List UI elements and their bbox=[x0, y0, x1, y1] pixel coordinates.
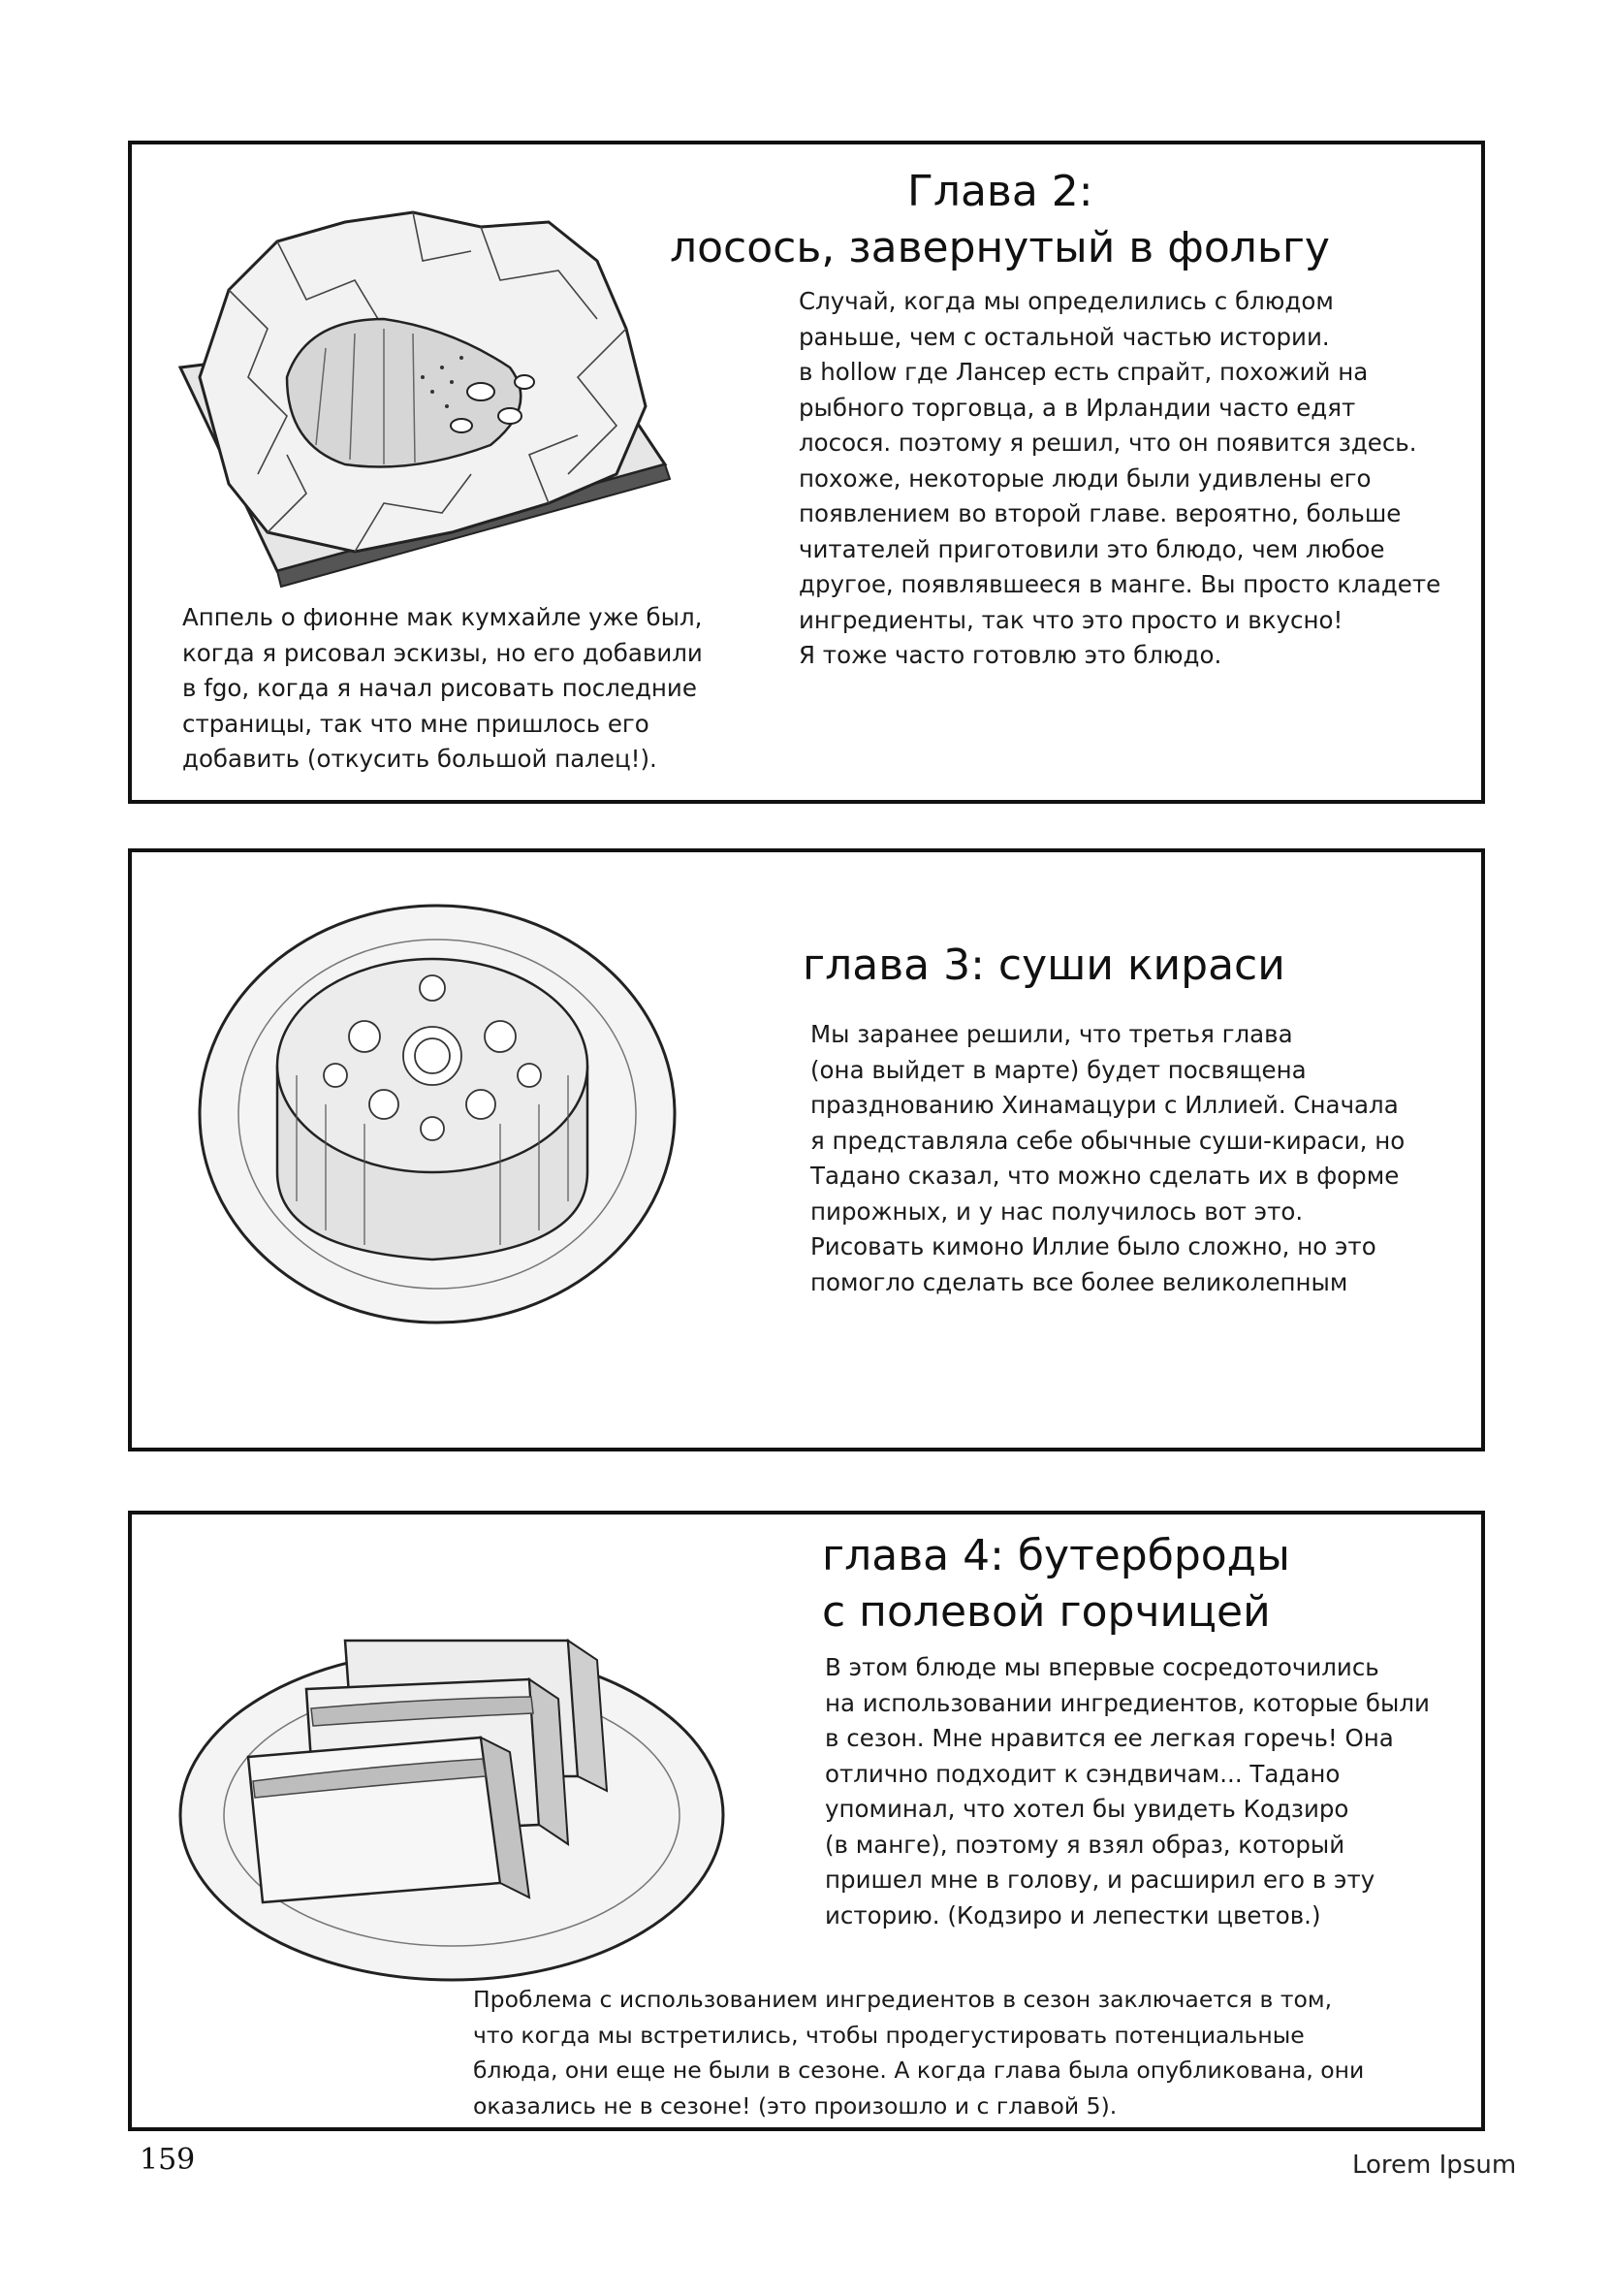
note-line: блюда, они еще не были в сезоне. А когда глава была опубликована, они bbox=[473, 2057, 1365, 2084]
text-line: Тадано сказал, что можно сделать их в форме bbox=[810, 1162, 1400, 1190]
text-line: ингредиенты, так что это просто и вкусно! bbox=[799, 605, 1343, 634]
chapter-4-title-line: глава 4: бутерброды bbox=[822, 1531, 1290, 1580]
text-line: читателей приготовили это блюдо, чем любое bbox=[799, 534, 1385, 563]
text-line: помогло сделать все более великолепным bbox=[810, 1267, 1348, 1296]
note-line: Проблема с использованием ингредиентов в сезон заключается в том, bbox=[473, 1986, 1333, 2013]
chapter-2-title bbox=[670, 164, 1330, 276]
text-line: похоже, некоторые люди были удивлены его bbox=[799, 463, 1372, 493]
chapter-2-title-line: лосось, завернутый в фольгу bbox=[670, 223, 1330, 272]
text-line: (в манге), поэтому я взял образ, который bbox=[825, 1830, 1345, 1859]
chapter-4-title-line: с полевой горчицей bbox=[822, 1587, 1271, 1637]
text-line: (она выйдет в марте) будет посвящена bbox=[810, 1055, 1307, 1084]
text-line: в hollow где Лансер есть спрайт, похожий на bbox=[799, 358, 1369, 386]
chapter-2-title-line: Глава 2: bbox=[907, 167, 1093, 216]
sandwich-illustration bbox=[171, 1582, 733, 1990]
chapter-2-panel bbox=[128, 141, 1485, 804]
text-line: лосося. поэтому я решил, что он появится здесь. bbox=[799, 429, 1417, 457]
text-line: Случай, когда мы определились с блюдом bbox=[799, 287, 1334, 315]
note-line: оказались не в сезоне! (это произошло и с главой 5). bbox=[473, 2091, 1118, 2120]
note-line: в fgo, когда я начал рисовать последние bbox=[182, 674, 697, 702]
text-line: появлением во второй главе. вероятно, больше bbox=[799, 499, 1402, 527]
chapter-3-text bbox=[810, 1017, 1405, 1300]
chapter-2-note bbox=[182, 600, 703, 778]
note-line: страницы, так что мне пришлось его bbox=[182, 709, 649, 738]
chapter-2-text bbox=[799, 284, 1440, 674]
text-line: в сезон. Мне нравится ее легкая горечь! Она bbox=[825, 1724, 1394, 1752]
credit-text: Lorem Ipsum bbox=[1352, 2151, 1517, 2180]
chapter-3-title bbox=[803, 938, 1285, 994]
text-line: я представляла себе обычные суши-кираси, но bbox=[810, 1126, 1406, 1155]
text-line: упоминал, что хотел бы увидеть Кодзиро bbox=[825, 1795, 1349, 1823]
sushi-cake-illustration bbox=[190, 881, 694, 1337]
note-line: когда я рисовал эскизы, но его добавили bbox=[182, 638, 703, 667]
text-line: отлично подходит к сэндвичам... Тадано bbox=[825, 1759, 1341, 1788]
text-line: раньше, чем с остальной частью истории. bbox=[799, 322, 1330, 351]
salmon-foil-illustration bbox=[161, 183, 704, 610]
text-line: празднованию Хинамацури с Иллией. Сначала bbox=[810, 1091, 1399, 1119]
text-line: на использовании ингредиентов, которые были bbox=[825, 1688, 1430, 1717]
text-line: рыбного торговца, а в Ирландии часто едят bbox=[799, 393, 1356, 422]
note-line: Аппель о фионне мак кумхайле уже был, bbox=[182, 603, 703, 631]
chapter-4-note bbox=[473, 1982, 1364, 2123]
text-line: другое, появлявшееся в манге. Вы просто кладете bbox=[799, 570, 1441, 598]
chapter-3-title-line: глава 3: суши кираси bbox=[803, 941, 1285, 990]
text-line: пирожных, и у нас получилось вот это. bbox=[810, 1196, 1304, 1226]
text-line: пришел мне в голову, и расширил его в эту bbox=[825, 1866, 1375, 1894]
chapter-4-text bbox=[825, 1650, 1430, 1933]
text-line: Я тоже часто готовлю это блюдо. bbox=[799, 641, 1222, 669]
chapter-4-title bbox=[822, 1528, 1290, 1641]
page-number: 159 bbox=[140, 2143, 196, 2177]
text-line: В этом блюде мы впервые сосредоточились bbox=[825, 1653, 1379, 1681]
note-line: добавить (откусить большой палец!). bbox=[182, 745, 657, 773]
chapter-4-panel bbox=[128, 1511, 1485, 2131]
chapter-3-panel bbox=[128, 848, 1485, 1451]
note-line: что когда мы встретились, чтобы продегустировать потенциальные bbox=[473, 2021, 1305, 2049]
text-line: Рисовать кимоно Иллие было сложно, но это bbox=[810, 1232, 1376, 1260]
text-line: Мы заранее решили, что третья глава bbox=[810, 1020, 1293, 1048]
text-line: историю. (Кодзиро и лепестки цветов.) bbox=[825, 1900, 1321, 1929]
